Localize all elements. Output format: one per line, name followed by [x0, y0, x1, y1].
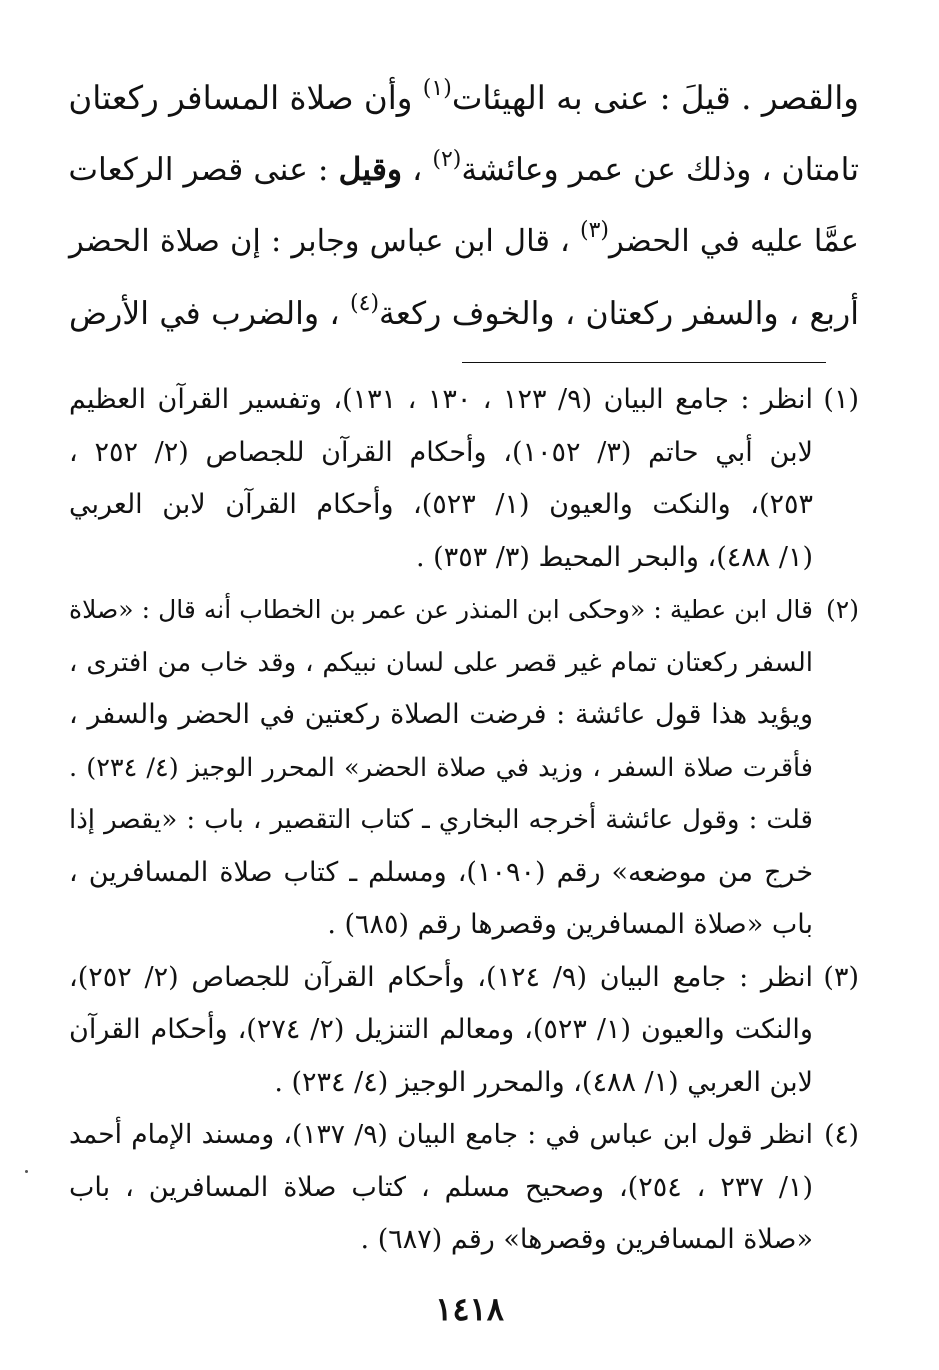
main-text-segment: والقصر . قيلَ : عنى به الهيئات	[451, 79, 859, 117]
footnote-3-line	[69, 1057, 859, 1110]
main-text-segment: ،	[402, 152, 433, 188]
footnote-text: انظر : جامع البيان (٩/ ١٢٣ ، ١٣٠ ، ١٣١)، وتفسير القرآن العظيم	[69, 384, 813, 415]
footnote-3-line	[69, 1004, 859, 1057]
page-number: ١٤١٨	[435, 1290, 504, 1328]
main-line-1	[69, 62, 859, 134]
main-text	[69, 62, 859, 350]
footnote-text: لابن العربي (١/ ٤٨٨)، والمحرر الوجيز (٤/ ٢٣٤) .	[274, 1066, 813, 1098]
footnote-ref-1: (١)	[422, 76, 452, 101]
footnote-3-line	[69, 952, 859, 1005]
footnote-text: (١/ ٢٣٧ ، ٢٥٤)، وصحيح مسلم ، كتاب صلاة المسافرين ، باب	[69, 1171, 813, 1203]
footnote-1-line	[69, 374, 859, 427]
footnote-text: السفر ركعتان تمام غير قصر على لسان نبيكم ، وقد خاب من افترى ،	[69, 647, 813, 678]
footnote-ref-4: (٤)	[350, 291, 380, 316]
main-text-segment: : عنى قصر الركعات	[68, 152, 339, 188]
footnote-1-line	[69, 427, 859, 480]
main-text-segment: ، والضرب في الأرض	[69, 296, 351, 332]
footnote-4-line	[69, 1162, 859, 1215]
footnote-text: والنكت والعيون (١/ ٥٢٣)، ومعالم التنزيل (٢/ ٢٧٤)، وأحكام القرآن	[69, 1014, 813, 1045]
footnote-1-line	[69, 479, 859, 532]
footnote-2-line	[69, 847, 859, 900]
footnote-text: خرج من موضعه» رقم (١٠٩٠)، ومسلم ـ كتاب صلاة المسافرين ،	[69, 856, 814, 888]
main-text-segment: عمَّا عليه في الحضر	[609, 224, 860, 259]
footnote-text: ٢٥٣)، والنكت والعيون (١/ ٥٢٣)، وأحكام القرآن لابن العربي	[69, 489, 813, 520]
footnote-2-line	[69, 637, 859, 690]
footnote-2-line	[69, 742, 859, 795]
footnote-text: فأقرت صلاة السفر ، وزيد في صلاة الحضر» المحرر الوجيز (٤/ ٢٣٤) .	[69, 752, 813, 783]
footnote-text: باب «صلاة المسافرين وقصرها رقم (٦٨٥) .	[327, 909, 813, 940]
footnote-separator	[462, 362, 826, 363]
footnote-4-line	[69, 1109, 859, 1162]
footnote-4-line	[69, 1214, 859, 1267]
footnote-2-line	[69, 689, 859, 742]
footnote-text: قال ابن عطية : «وحكى ابن المنذر عن عمر بن الخطاب أنه قال : «صلاة	[69, 595, 813, 624]
footnote-text: قلت : وقول عائشة أخرجه البخاري ـ كتاب التقصير ، باب : «يقصر إذا	[69, 805, 813, 835]
footnote-text: (١/ ٤٨٨)، والبحر المحيط (٣/ ٣٥٣) .	[416, 541, 813, 573]
footnote-number: (٣)	[823, 961, 859, 993]
footnote-ref-2: (٢)	[432, 147, 462, 172]
footnote-text: ويؤيد هذا قول عائشة : فرضت الصلاة ركعتين في الحضر والسفر ،	[69, 699, 813, 730]
footnote-text: انظر : جامع البيان (٩/ ١٢٤)، وأحكام القرآن للجصاص (٢/ ٢٥٢)،	[69, 961, 813, 993]
main-text-segment: ، قال ابن عباس وجابر : إن صلاة الحضر	[69, 224, 580, 259]
main-line-4	[69, 278, 859, 350]
footnote-text: «صلاة المسافرين وقصرها» رقم (٦٨٧) .	[360, 1224, 813, 1255]
main-line-3	[69, 206, 859, 278]
footnote-text: لابن أبي حاتم (٣/ ١٠٥٢)، وأحكام القرآن للجصاص (٢/ ٢٥٢ ،	[69, 436, 813, 468]
footnote-number: (١)	[823, 384, 859, 415]
footnote-2-line	[69, 584, 859, 637]
main-text-segment: وأن صلاة المسافر ركعتان	[68, 79, 423, 117]
footnote-2-line	[69, 794, 859, 847]
footnote-text: انظر قول ابن عباس في : جامع البيان (٩/ ١٣٧)، ومسند الإمام أحمد	[69, 1119, 814, 1150]
footnote-2-line	[69, 899, 859, 952]
footnote-1-line	[69, 532, 859, 585]
footnote-number: (٤)	[824, 1119, 860, 1150]
main-text-bold-segment: وقيل	[338, 151, 403, 188]
main-text-segment: أربع ، والسفر ركعتان ، والخوف ركعة	[379, 296, 859, 332]
main-text-segment: تامتان ، وذلك عن عمر وعائشة	[461, 152, 859, 188]
main-line-2	[69, 134, 859, 206]
scan-speck	[25, 1170, 28, 1173]
footnote-ref-3: (٣)	[580, 218, 610, 243]
footnotes	[69, 374, 859, 1267]
footnote-number: (٢)	[826, 595, 859, 624]
